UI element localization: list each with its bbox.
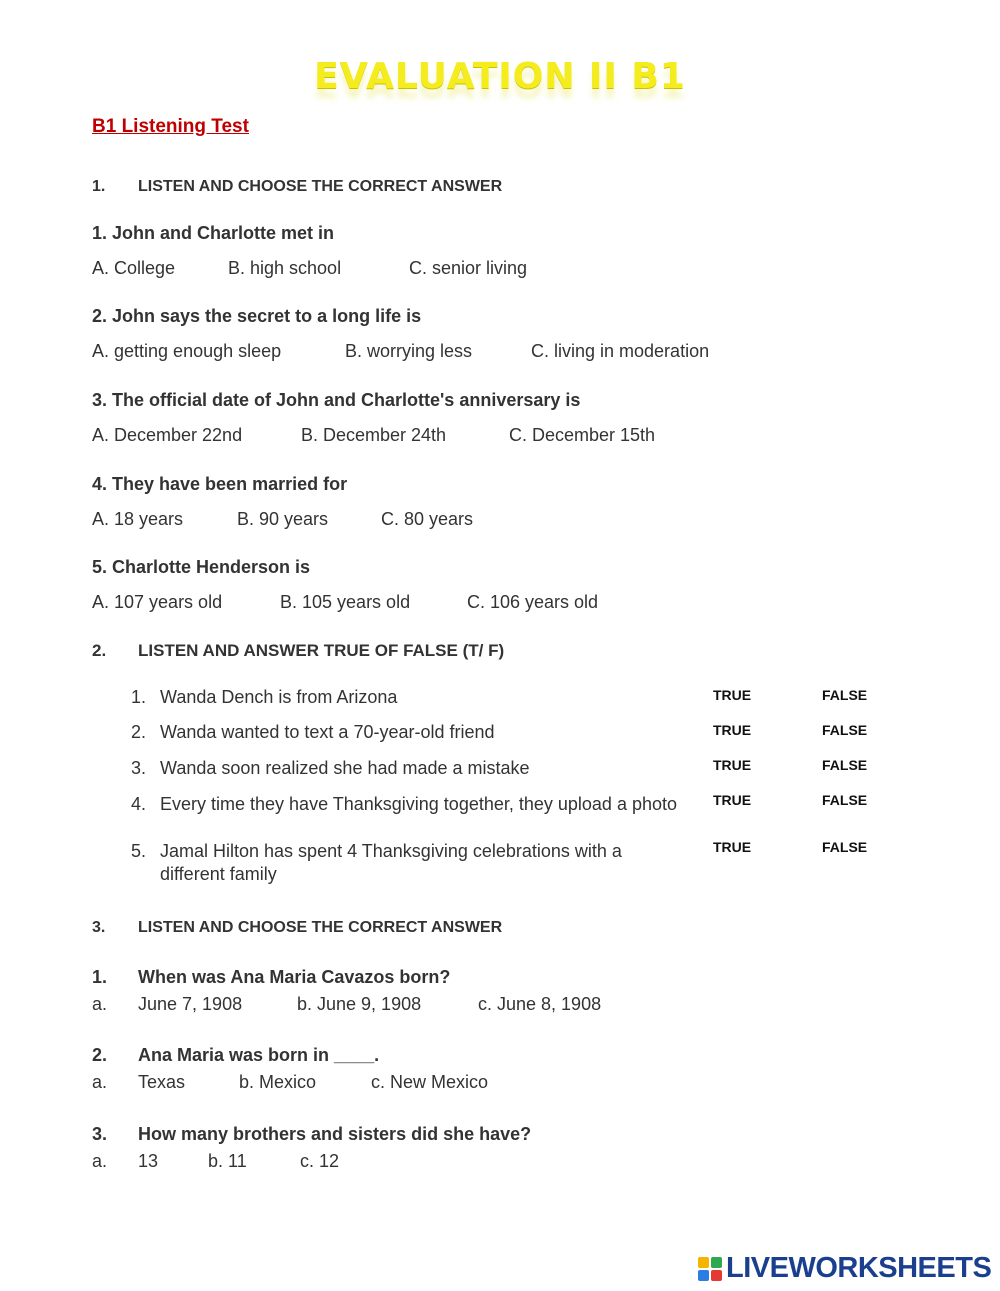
tf-item-5-true[interactable]: TRUE: [713, 839, 752, 855]
s1-q4-option-b[interactable]: B. 90 years: [237, 509, 329, 529]
s1-question-1: 1. John and Charlotte met in: [92, 223, 335, 243]
logo-squares-icon: [698, 1257, 722, 1281]
tf-item-4-false[interactable]: FALSE: [822, 792, 868, 808]
tf-item-number: 5.: [131, 841, 147, 861]
s3-q1-option-c[interactable]: c. June 8, 1908: [478, 994, 602, 1014]
section2-number: 2.: [92, 641, 107, 660]
s1-q5-option-a[interactable]: A. 107 years old: [92, 592, 223, 612]
tf-item-number: 2.: [131, 722, 147, 742]
tf-statement: Every time they have Thanksgiving together, they upload a photo: [160, 794, 677, 814]
tf-statement: Wanda Dench is from Arizona: [160, 687, 398, 707]
s3-q3-option-b[interactable]: b. 11: [208, 1151, 247, 1171]
s3-question-number: 3.: [92, 1124, 108, 1144]
s1-q3-option-a[interactable]: A. December 22nd: [92, 425, 243, 445]
test-subtitle: B1 Listening Test: [92, 116, 249, 137]
section1-heading: LISTEN AND CHOOSE THE CORRECT ANSWER: [138, 178, 503, 195]
s1-q5-option-b[interactable]: B. 105 years old: [280, 592, 411, 612]
logo-text: LIVEWORKSHEETS: [726, 1252, 992, 1284]
s1-q1-option-b[interactable]: B. high school: [228, 258, 342, 278]
s1-q2-option-c[interactable]: C. living in moderation: [531, 341, 710, 361]
tf-item-3-false[interactable]: FALSE: [822, 757, 868, 773]
s1-q2-option-a[interactable]: A. getting enough sleep: [92, 341, 282, 361]
tf-statement: Wanda wanted to text a 70-year-old friend: [160, 722, 495, 742]
section3-heading: LISTEN AND CHOOSE THE CORRECT ANSWER: [138, 919, 503, 936]
tf-item-number: 4.: [131, 794, 147, 814]
s1-q1-option-a[interactable]: A. College: [92, 258, 176, 278]
s3-q2-option-a[interactable]: Texas: [138, 1072, 186, 1092]
s1-q2-option-b[interactable]: B. worrying less: [345, 341, 473, 361]
liveworksheets-logo: [698, 1252, 991, 1285]
page-title: EVALUATION II B1: [314, 56, 686, 97]
s1-question-3: 3. The official date of John and Charlotte's anniversary is: [92, 390, 581, 410]
s1-question-4: 4. They have been married for: [92, 474, 348, 494]
s3-option-letter: a.: [92, 1151, 108, 1171]
tf-item-2-false[interactable]: FALSE: [822, 722, 868, 738]
s1-q1-option-c[interactable]: C. senior living: [409, 258, 528, 278]
s3-question-2: Ana Maria was born in ____.: [138, 1045, 380, 1065]
tf-statement: Wanda soon realized she had made a mistake: [160, 758, 530, 778]
tf-item-number: 1.: [131, 687, 147, 707]
s3-option-letter: a.: [92, 994, 108, 1014]
s3-question-3: How many brothers and sisters did she have?: [138, 1124, 532, 1144]
s3-q2-option-b[interactable]: b. Mexico: [239, 1072, 317, 1092]
s3-q2-option-c[interactable]: c. New Mexico: [371, 1072, 489, 1092]
tf-item-2-true[interactable]: TRUE: [713, 722, 752, 738]
s1-question-5: 5. Charlotte Henderson is: [92, 557, 311, 577]
tf-item-3-true[interactable]: TRUE: [713, 757, 752, 773]
s3-question-number: 2.: [92, 1045, 108, 1065]
s3-q1-option-b[interactable]: b. June 9, 1908: [297, 994, 422, 1014]
s3-option-letter: a.: [92, 1072, 108, 1092]
s1-q4-option-a[interactable]: A. 18 years: [92, 509, 184, 529]
s1-q4-option-c[interactable]: C. 80 years: [381, 509, 474, 529]
s3-q3-option-a[interactable]: 13: [138, 1151, 159, 1171]
s1-q3-option-b[interactable]: B. December 24th: [301, 425, 447, 445]
tf-item-1-false[interactable]: FALSE: [822, 687, 868, 703]
tf-item-number: 3.: [131, 758, 147, 778]
tf-item-4-true[interactable]: TRUE: [713, 792, 752, 808]
s3-q1-option-a[interactable]: June 7, 1908: [138, 994, 243, 1014]
section1-number: 1.: [92, 178, 106, 195]
section3-number: 3.: [92, 919, 106, 936]
s3-q3-option-c[interactable]: c. 12: [300, 1151, 340, 1171]
s1-q3-option-c[interactable]: C. December 15th: [509, 425, 656, 445]
tf-statement: Jamal Hilton has spent 4 Thanksgiving celebrations with a different family: [160, 841, 622, 884]
s3-question-number: 1.: [92, 967, 108, 987]
section2-heading: LISTEN AND ANSWER TRUE OF FALSE (T/ F): [138, 641, 505, 660]
s1-q5-option-c[interactable]: C. 106 years old: [467, 592, 599, 612]
s1-question-2: 2. John says the secret to a long life is: [92, 306, 422, 326]
tf-item-5-false[interactable]: FALSE: [822, 839, 868, 855]
s3-question-1: When was Ana Maria Cavazos born?: [138, 967, 451, 987]
tf-item-1-true[interactable]: TRUE: [713, 687, 752, 703]
